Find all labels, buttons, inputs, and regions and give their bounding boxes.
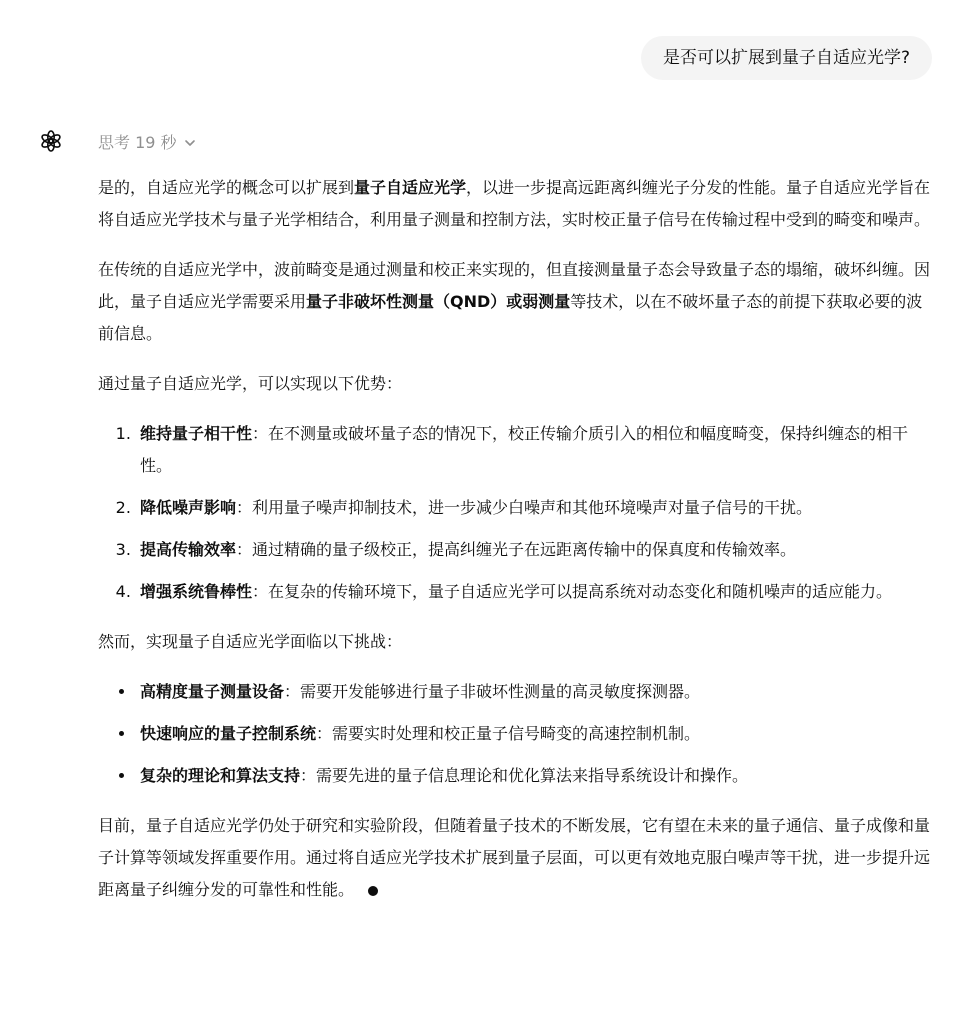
list-item (136, 492, 934, 524)
list-item (136, 760, 934, 792)
paragraph-advantages-intro: 通过量子自适应光学，可以实现以下优势： (98, 374, 403, 393)
user-message-text: 是否可以扩展到量子自适应光学? (662, 48, 910, 68)
list-item (136, 576, 934, 608)
text-segment: 目前，量子自适应光学仍处于研究和实验阶段，但随着量子技术的不断发展，它有望在未来的量子通信、量子成像和量子计算等领域发挥重要作用。通过将自适应光学技术扩展到量子层面，可以更有效地克服白噪声等干扰，进一步提升远距离量子纠缠分发的可靠性和性能。 (98, 816, 931, 899)
item-text: ：需要开发能够进行量子非破坏性测量的高灵敏度探测器。 (284, 682, 701, 701)
item-title: 提高传输效率 (140, 540, 237, 559)
text-segment: ，以进一步提高远距离纠缠光子分发的性能。量子自适应光学旨在将自适应光学技术与量子光学相结合，利用量子测量和控制方法，实时校正量子信号在传输过程中受到的畸变和噪声。 (98, 178, 931, 229)
item-text: ：需要实时处理和校正量子信号畸变的高速控制机制。 (316, 724, 701, 743)
list-item (136, 718, 934, 750)
chevron-down-icon (183, 135, 197, 149)
bold-term: 量子自适应光学 (354, 178, 467, 197)
text-segment: 是的，自适应光学的概念可以扩展到 (98, 178, 355, 197)
item-title: 高精度量子测量设备 (140, 682, 285, 701)
thinking-label: 思考 19 秒 (98, 133, 177, 152)
list-item (136, 676, 934, 708)
thinking-toggle[interactable] (98, 130, 197, 153)
item-title: 快速响应的量子控制系统 (140, 724, 317, 743)
item-text: ：在不测量或破坏量子态的情况下，校正传输介质引入的相位和幅度畸变，保持纠缠态的相干性。 (140, 424, 909, 475)
paragraph-challenges-intro: 然而，实现量子自适应光学面临以下挑战： (98, 632, 403, 651)
challenges-list (98, 676, 934, 792)
item-title: 维持量子相干性 (140, 424, 253, 443)
streaming-dot-icon (368, 886, 378, 896)
assistant-response (98, 172, 934, 924)
item-title: 降低噪声影响 (140, 498, 237, 517)
item-text: ：在复杂的传输环境下，量子自适应光学可以提高系统对动态变化和随机噪声的适应能力。 (252, 582, 893, 601)
item-text: ：利用量子噪声抑制技术，进一步减少白噪声和其他环境噪声对量子信号的干扰。 (236, 498, 813, 517)
item-text: ：通过精确的量子级校正，提高纠缠光子在远距离传输中的保真度和传输效率。 (236, 540, 797, 559)
paragraph-traditional (98, 254, 934, 350)
text-segment: 等技术，以在不破坏量子态的前提下获取必要的波前信息。 (98, 292, 923, 343)
list-item (136, 418, 934, 482)
list-item (136, 534, 934, 566)
user-message-bubble (641, 36, 932, 80)
item-title: 增强系统鲁棒性 (140, 582, 253, 601)
item-title: 复杂的理论和算法支持 (140, 766, 301, 785)
bold-term: 量子非破坏性测量（QND）或弱测量 (306, 292, 571, 311)
paragraph-intro (98, 172, 934, 236)
advantages-list (98, 418, 934, 608)
item-text: ：需要先进的量子信息理论和优化算法来指导系统设计和操作。 (300, 766, 749, 785)
openai-logo-icon (38, 128, 64, 154)
text-segment: 在传统的自适应光学中，波前畸变是通过测量和校正来实现的，但直接测量量子态会导致量子态的塌缩，破坏纠缠。因此，量子自适应光学需要采用 (98, 260, 931, 311)
paragraph-conclusion (98, 810, 934, 906)
